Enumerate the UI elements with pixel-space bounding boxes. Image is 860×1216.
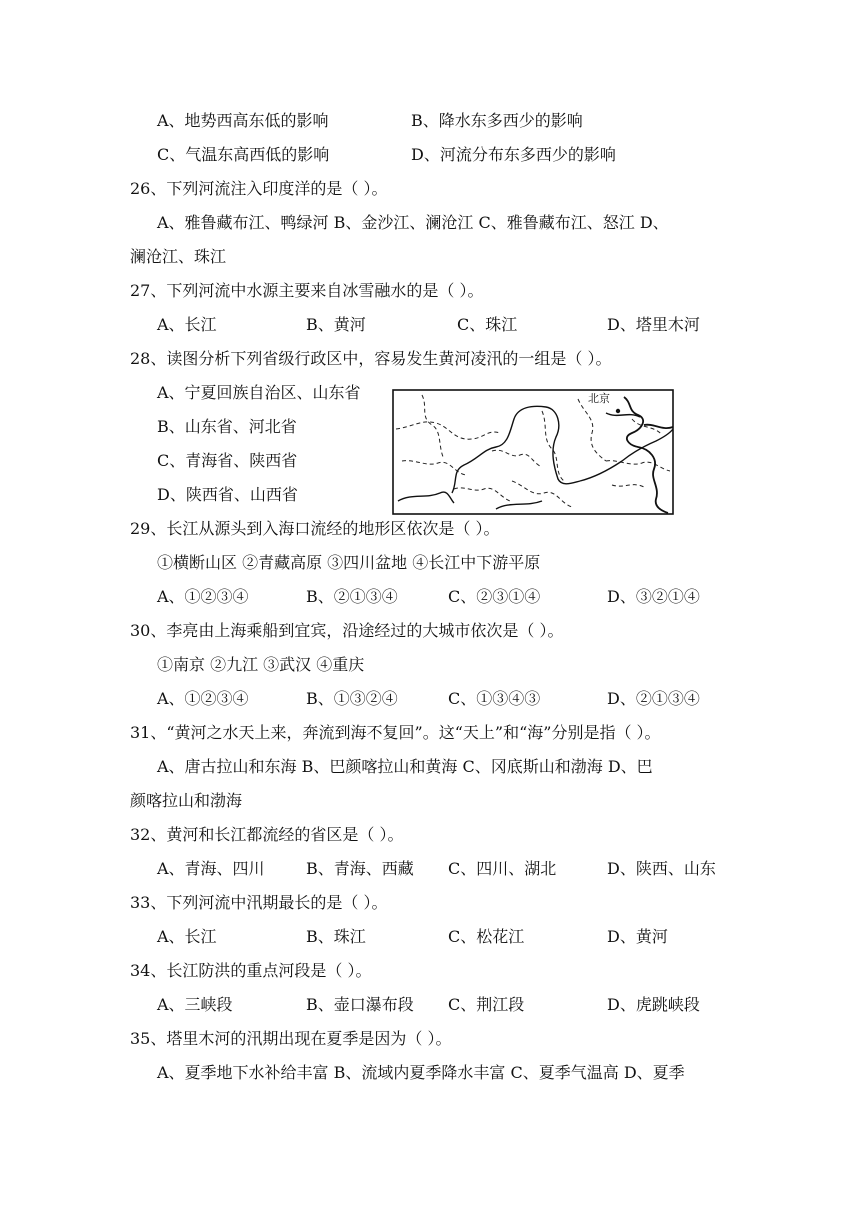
q33-option-a: A、长江 — [157, 927, 217, 946]
q25-option-d: D、河流分布东多西少的影响 — [411, 145, 616, 164]
q27-option-b: B、黄河 — [306, 315, 366, 334]
q34-option-a: A、三峡段 — [157, 995, 233, 1014]
q28-stem-text: 28、读图分析下列省级行政区中，容易发生黄河凌汛的一组是（ ）。 — [130, 349, 612, 368]
q32-option-a: A、青海、四川 — [157, 859, 265, 878]
q29-option-c: C、②③①④ — [448, 587, 541, 606]
q29-items-text: ①横断山区 ②青藏高原 ③四川盆地 ④长江中下游平原 — [157, 553, 541, 572]
q31-stem-text: 31、“黄河之水天上来，奔流到海不复回”。这“天上”和“海”分别是指（ ）。 — [130, 723, 661, 742]
q30-option-b: B、①③②④ — [306, 689, 398, 708]
q33-option-b: B、珠江 — [306, 927, 366, 946]
q29-stem-text: 29、长江从源头到入海口流经的地形区依次是（ ）。 — [130, 519, 500, 538]
q34-option-c: C、荆江段 — [448, 995, 525, 1014]
q25-option-a: A、地势西高东低的影响 — [157, 111, 329, 130]
q35-options-text: A、夏季地下水补给丰富 B、流域内夏季降水丰富 C、夏季气温高 D、夏季 — [157, 1063, 685, 1082]
q29-option-d: D、③②①④ — [607, 587, 700, 606]
q34-option-d: D、虎跳峡段 — [607, 995, 700, 1014]
q30-option-c: C、①③④③ — [448, 689, 541, 708]
q33-stem-text: 33、下列河流中汛期最长的是（ ）。 — [130, 893, 388, 912]
q28-option-d: D、陕西省、山西省 — [157, 485, 298, 504]
q32-option-b: B、青海、西藏 — [306, 859, 414, 878]
q31-options-wrap-text: 颜喀拉山和渤海 — [130, 791, 243, 810]
q30-option-d: D、②①③④ — [607, 689, 700, 708]
q28-option-c: C、青海省、陕西省 — [157, 451, 298, 470]
q28-option-a: A、宁夏回族自治区、山东省 — [157, 383, 361, 402]
q26-options-text: A、雅鲁藏布江、鸭绿河 B、金沙江、澜沧江 C、雅鲁藏布江、怒江 D、 — [157, 213, 669, 232]
q33-option-c: C、松花江 — [448, 927, 525, 946]
q26-stem-text: 26、下列河流注入印度洋的是（ ）。 — [130, 179, 388, 198]
q33-option-d: D、黄河 — [607, 927, 668, 946]
q27-option-d: D、塔里木河 — [607, 315, 700, 334]
q27-stem-text: 27、下列河流中水源主要来自冰雪融水的是（ ）。 — [130, 281, 484, 300]
map-label-beijing: 北京 — [588, 392, 610, 405]
q27-option-c: C、珠江 — [457, 315, 518, 334]
yellow-river-map — [392, 389, 674, 515]
q34-option-b: B、壶口瀑布段 — [306, 995, 414, 1014]
q29-option-a: A、①②③④ — [157, 587, 249, 606]
q34-stem-text: 34、长江防洪的重点河段是（ ）。 — [130, 961, 372, 980]
q32-option-c: C、四川、湖北 — [448, 859, 557, 878]
q32-option-d: D、陕西、山东 — [607, 859, 716, 878]
q35-stem-text: 35、塔里木河的汛期出现在夏季是因为（ ）。 — [130, 1029, 452, 1048]
q26-options-wrap-text: 澜沧江、珠江 — [130, 247, 227, 266]
q30-option-a: A、①②③④ — [157, 689, 249, 708]
q31-options-text: A、唐古拉山和东海 B、巴颜喀拉山和黄海 C、冈底斯山和渤海 D、巴 — [157, 757, 653, 776]
q30-stem-text: 30、李亮由上海乘船到宜宾，沿途经过的大城市依次是（ ）。 — [130, 621, 564, 640]
q27-option-a: A、长江 — [157, 315, 217, 334]
q29-option-b: B、②①③④ — [306, 587, 398, 606]
map-drawing — [392, 389, 674, 515]
q25-option-b: B、降水东多西少的影响 — [411, 111, 583, 130]
q32-stem-text: 32、黄河和长江都流经的省区是（ ）。 — [130, 825, 404, 844]
q30-items-text: ①南京 ②九江 ③武汉 ④重庆 — [157, 655, 365, 674]
q25-option-c: C、气温东高西低的影响 — [157, 145, 330, 164]
q28-option-b: B、山东省、河北省 — [157, 417, 297, 436]
